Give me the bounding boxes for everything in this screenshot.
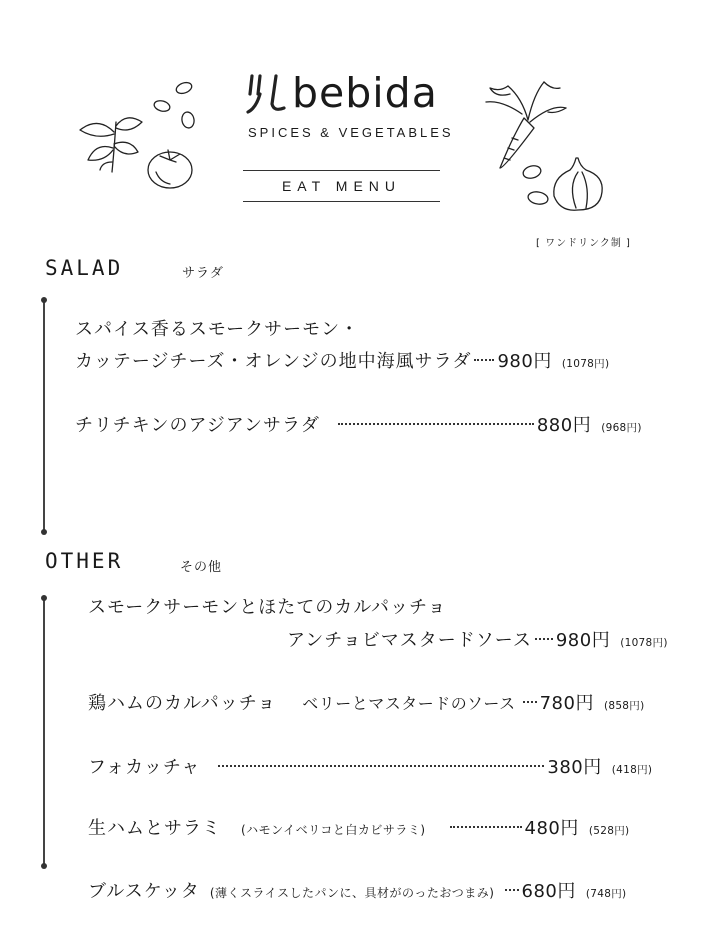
item-tax-price: (748円) [585, 888, 627, 900]
garlic-icon [520, 152, 606, 214]
item-price: 880円 [536, 415, 592, 436]
other-bracket-line [43, 598, 45, 866]
item-note: (ハモンイベリコと白カビサラミ) [241, 823, 426, 837]
title-rule-top [243, 170, 440, 171]
brand-tagline: SPICES & VEGETABLES [248, 125, 454, 140]
menu-item [88, 817, 629, 843]
item-name: チリチキンのアジアンサラダ [75, 415, 320, 436]
item-tax-price: (1078円) [620, 637, 668, 649]
item-price: 380円 [547, 757, 602, 778]
menu-item [75, 414, 642, 440]
item-note: ベリーとマスタードのソース [302, 694, 516, 713]
one-drink-note: [ ワンドリンク制 ] [536, 238, 631, 249]
menu-title: EAT MENU [281, 178, 402, 194]
item-note: (薄くスライスしたパンに、具材がのったおつまみ) [209, 886, 495, 900]
item-name: フォカッチャ [88, 757, 201, 778]
item-price: 680円 [521, 881, 576, 902]
item-price: 980円 [497, 351, 552, 372]
menu-item [75, 350, 609, 376]
item-name-line1: スパイス香るスモークサーモン・ [75, 319, 360, 340]
item-tax-price: (968円) [601, 422, 642, 434]
beans-icon [150, 80, 198, 134]
menu-item [88, 756, 652, 782]
menu-item [287, 629, 668, 655]
leader-dots [523, 701, 537, 703]
section-subtitle-other: その他 [180, 560, 223, 575]
item-price: 780円 [539, 693, 594, 714]
title-rule-bottom [243, 201, 440, 202]
section-title-other: OTHER [45, 549, 124, 573]
leader-dots [474, 359, 494, 361]
leader-dots [450, 826, 522, 828]
salad-bracket-line [43, 300, 45, 532]
leader-dots [338, 423, 534, 425]
item-tax-price: (418円) [611, 764, 653, 776]
item-price: 480円 [524, 818, 579, 839]
item-name: ブルスケッタ [88, 881, 200, 902]
brand-name: bebida [292, 69, 438, 117]
item-price: 980円 [555, 630, 611, 651]
item-name: 鶏ハムのカルパッチョ [88, 693, 277, 714]
leader-dots [218, 765, 544, 767]
leader-dots [535, 638, 553, 640]
item-name-line2: アンチョビマスタードソース [287, 630, 532, 651]
basil-sprig-icon [78, 112, 150, 174]
leader-dots [505, 889, 519, 891]
item-name-line1: スモークサーモンとほたてのカルパッチョ [88, 597, 447, 618]
section-subtitle-salad: サラダ [182, 266, 224, 281]
tomato-icon [146, 142, 194, 190]
item-tax-price: (858円) [603, 700, 645, 712]
menu-item-name [88, 596, 446, 620]
item-name: 生ハムとサラミ [88, 818, 221, 839]
item-tax-price: (1078円) [561, 358, 610, 370]
section-title-salad: SALAD [45, 256, 124, 280]
brand-logo-mark-icon [246, 74, 286, 114]
menu-item [88, 880, 626, 906]
item-tax-price: (528円) [588, 825, 630, 837]
menu-item [88, 692, 645, 718]
item-name-line2: カッテージチーズ・オレンジの地中海風サラダ [75, 351, 472, 372]
menu-item-name [75, 318, 359, 342]
